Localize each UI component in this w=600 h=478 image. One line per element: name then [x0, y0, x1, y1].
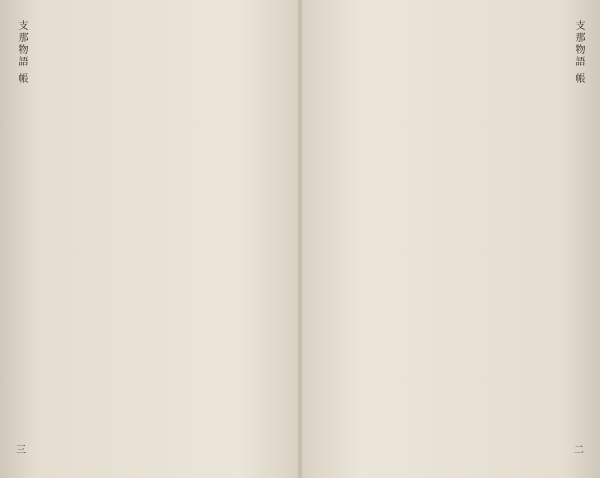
body-text [36, 18, 284, 442]
right-page [300, 0, 600, 478]
page-header: 支那物語 帳 [16, 20, 27, 86]
page-header: 支那物語 帳 [573, 20, 584, 86]
body-text [316, 18, 564, 442]
page-number: 二 [574, 445, 584, 456]
page-number: 三 [16, 445, 26, 456]
